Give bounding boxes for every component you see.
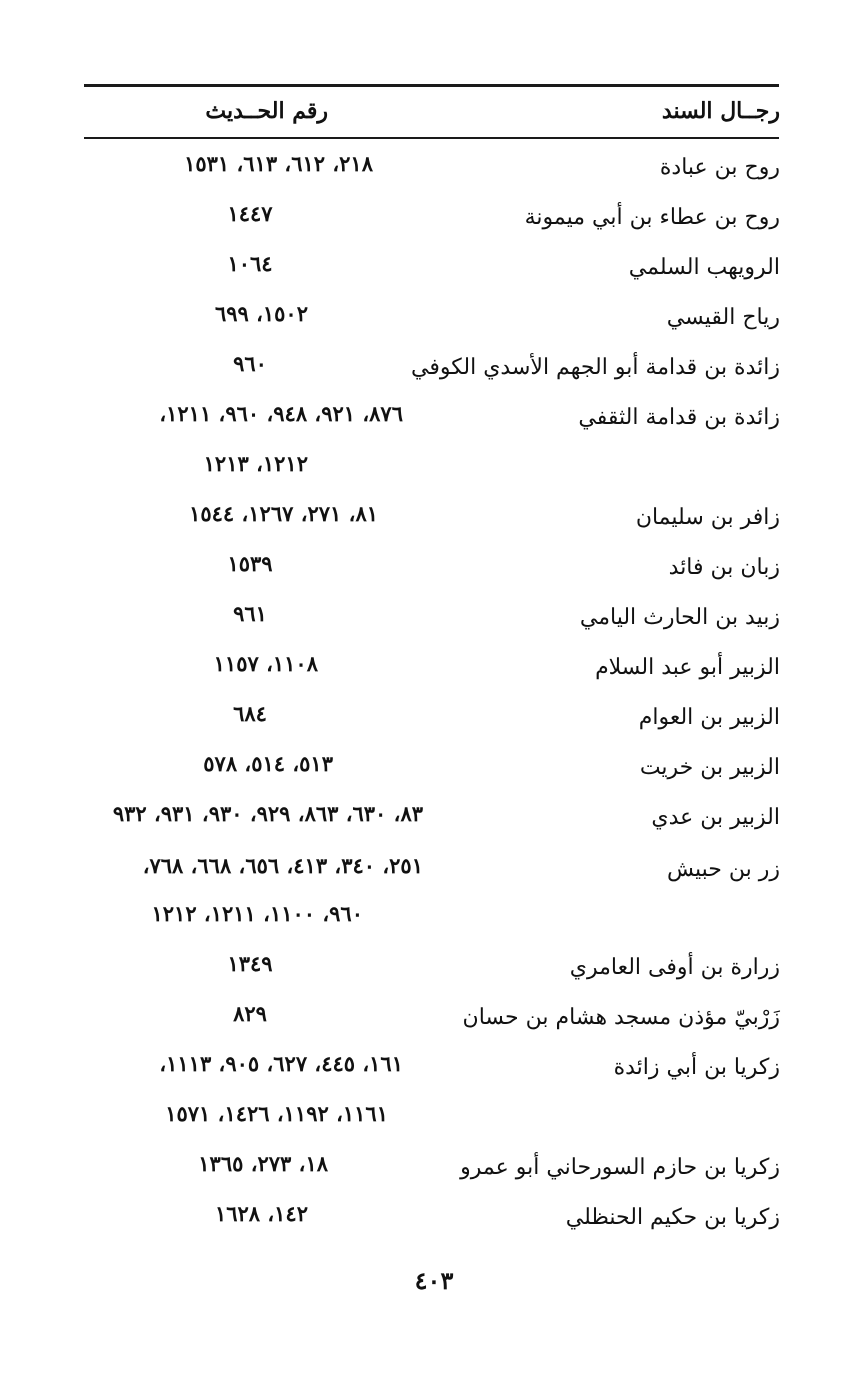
hadith-numbers: ٨٧٦، ٩٢١، ٩٤٨، ٩٦٠، ١٢١١، bbox=[159, 401, 403, 426]
index-row bbox=[0, 701, 868, 745]
index-row bbox=[0, 651, 868, 695]
narrator-name: زكريا بن حازم السورحاني أبو عمرو bbox=[460, 1155, 780, 1180]
hadith-numbers: ١٢١٢، ١٢١٣ bbox=[203, 451, 308, 476]
index-row bbox=[0, 301, 868, 345]
narrator-name: زافر بن سليمان bbox=[635, 505, 780, 530]
hadith-numbers: ١٤٢، ١٦٢٨ bbox=[214, 1201, 308, 1226]
page-number: ٤٠٣ bbox=[414, 1266, 454, 1295]
index-row bbox=[0, 501, 868, 545]
index-row bbox=[0, 751, 868, 795]
narrator-name: الزبير أبو عبد السلام bbox=[595, 655, 780, 680]
narrator-name: زائدة بن قدامة أبو الجهم الأسدي الكوفي bbox=[411, 355, 780, 380]
narrator-name: زرارة بن أوفى العامري bbox=[569, 955, 780, 980]
hadith-numbers: ٩٦٠، ١١٠٠، ١٢١١، ١٢١٢ bbox=[151, 901, 363, 926]
index-row bbox=[0, 1101, 868, 1145]
index-row bbox=[0, 451, 868, 495]
hadith-numbers: ٨١، ٢٧١، ١٢٦٧، ١٥٤٤ bbox=[189, 501, 378, 526]
index-row bbox=[0, 1201, 868, 1245]
narrator-name: زبيد بن الحارث اليامي bbox=[579, 605, 780, 630]
index-row bbox=[0, 951, 868, 995]
narrator-name: زائدة بن قدامة الثقفي bbox=[578, 405, 780, 430]
narrator-name: الزبير بن عدي bbox=[651, 805, 780, 830]
hadith-numbers: ٩٦٠ bbox=[233, 351, 267, 376]
index-row bbox=[0, 401, 868, 445]
index-row bbox=[0, 551, 868, 595]
hadith-numbers: ٩٦١ bbox=[233, 601, 267, 626]
narrator-name: الرويهب السلمي bbox=[628, 255, 780, 280]
index-row bbox=[0, 1051, 868, 1095]
hadith-numbers: ٥١٣، ٥١٤، ٥٧٨ bbox=[203, 751, 333, 776]
hadith-numbers: ١٥٠٢، ٦٩٩ bbox=[214, 301, 308, 326]
narrator-name: الزبير بن العوام bbox=[638, 705, 780, 730]
narrator-name: روح بن عطاء بن أبي ميمونة bbox=[524, 205, 780, 230]
index-row bbox=[0, 351, 868, 395]
hadith-numbers: ٦٨٤ bbox=[233, 701, 267, 726]
index-row bbox=[0, 901, 868, 945]
header-rule bbox=[84, 137, 779, 139]
hadith-numbers: ١٦١، ٤٤٥، ٦٢٧، ٩٠٥، ١١١٣، bbox=[159, 1051, 403, 1076]
narrator-name: زَرْبيّ مؤذن مسجد هشام بن حسان bbox=[462, 1005, 780, 1030]
hadith-numbers: ١١٠٨، ١١٥٧ bbox=[213, 651, 318, 676]
hadith-numbers: ٨٢٩ bbox=[233, 1001, 267, 1026]
hadith-numbers: ١٠٦٤ bbox=[227, 251, 273, 276]
hadith-numbers: ٢٥١، ٣٤٠، ٤١٣، ٦٥٦، ٦٦٨، ٧٦٨، bbox=[142, 853, 423, 878]
hadith-numbers: ١٨، ٢٧٣، ١٣٦٥ bbox=[198, 1151, 328, 1176]
hadith-numbers: ١١٦١، ١١٩٢، ١٤٢٦، ١٥٧١ bbox=[165, 1101, 388, 1126]
hadith-numbers: ١٥٣٩ bbox=[227, 551, 273, 576]
column-header-hadith-numbers: رقم الحــديث bbox=[205, 98, 328, 124]
narrator-name: زر بن حبيش bbox=[666, 857, 780, 882]
top-rule bbox=[84, 84, 779, 87]
narrator-name: زكريا بن أبي زائدة bbox=[613, 1055, 780, 1080]
column-header-narrators: رجــال السند bbox=[661, 98, 780, 124]
index-row bbox=[0, 201, 868, 245]
narrator-name: زبان بن فائد bbox=[668, 555, 780, 580]
index-row bbox=[0, 801, 868, 845]
index-row bbox=[0, 151, 868, 195]
hadith-numbers: ٢١٨، ٦١٢، ٦١٣، ١٥٣١ bbox=[184, 151, 373, 176]
index-row bbox=[0, 853, 868, 897]
hadith-numbers: ١٤٤٧ bbox=[227, 201, 273, 226]
index-row bbox=[0, 251, 868, 295]
index-row bbox=[0, 601, 868, 645]
narrator-name: روح بن عبادة bbox=[659, 155, 780, 180]
index-row bbox=[0, 1151, 868, 1195]
narrator-name: الزبير بن خريت bbox=[639, 755, 780, 780]
hadith-numbers: ١٣٤٩ bbox=[227, 951, 273, 976]
index-row bbox=[0, 1001, 868, 1045]
narrator-name: زكريا بن حكيم الحنظلي bbox=[565, 1205, 780, 1230]
narrator-name: رياح القيسي bbox=[666, 305, 780, 330]
hadith-numbers: ٨٣، ٦٣٠، ٨٦٣، ٩٢٩، ٩٣٠، ٩٣١، ٩٣٢ bbox=[112, 801, 423, 826]
